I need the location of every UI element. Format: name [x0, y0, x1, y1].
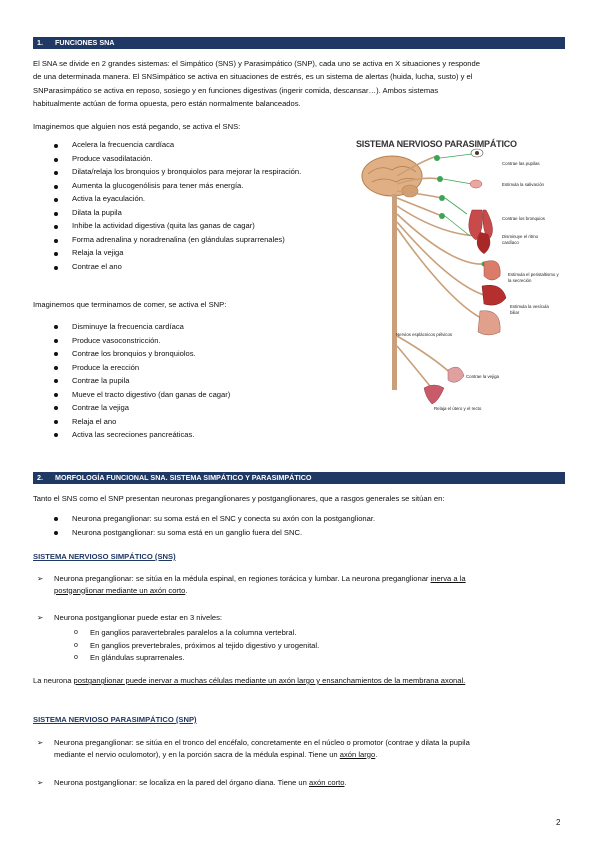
list-item: Contrae los bronquios y bronquiolos.: [54, 347, 342, 361]
circle-bullet-icon: o: [74, 629, 78, 636]
bullet-icon: [54, 406, 58, 410]
section-1-title: FUNCIONES SNA: [55, 38, 115, 47]
list-item: Relaja la vejiga: [54, 247, 342, 261]
salivary-gland-icon: [470, 180, 482, 188]
bullet-icon: [54, 144, 58, 148]
sns-lead: Imaginemos que alguien nos está pegando, se activa el SNS:: [33, 122, 241, 131]
list-item: Contrae la pupila: [54, 374, 342, 388]
snp-heading: SISTEMA NERVIOSO PARASIMPÁTICO (SNP): [33, 715, 197, 724]
spinal-cord: [392, 194, 397, 390]
bullet-icon: [54, 198, 58, 202]
section-2-title: MORFOLOGÍA FUNCIONAL SNA. SISTEMA SIMPÁTICO Y PARASIMPÁTICO: [55, 473, 312, 482]
list-item: Aumenta la glucogenólisis para tener más energía.: [54, 180, 342, 194]
list-item: o En glándulas suprarrenales.: [74, 652, 319, 665]
snp-preganglionar-item: ➢ Neurona preganglionar: se sitúa en el tronco del encéfalo, concretamente en el núcleo o promotor (contrae y dilata la pupila mediante el nervio oculomotor), y en la porción sacra de la médula espinal. Tiene un axón largo.: [37, 738, 470, 759]
list-item: Produce la erección: [54, 361, 342, 375]
liver-icon: [482, 285, 506, 305]
bullet-icon: [54, 252, 58, 256]
bullet-icon: [54, 185, 58, 189]
bullet-icon: [54, 339, 58, 343]
stomach-icon: [484, 261, 500, 280]
bullet-icon: [54, 266, 58, 270]
bullet-icon: [54, 517, 58, 521]
bullet-icon: [54, 171, 58, 175]
list-item: Activa las secreciones pancreáticas.: [54, 428, 342, 442]
parasympathetic-figure: [352, 136, 562, 418]
bullet-icon: [54, 212, 58, 216]
list-item: Disminuye la frecuencia cardíaca: [54, 320, 342, 334]
list-item: Activa la eyaculación.: [54, 193, 342, 207]
figure-label: Contrae los bronquios: [502, 216, 545, 221]
figure-label: Estimula el peristaltismo y la secreción: [508, 272, 559, 283]
figure-label: Contrae las pupilas: [502, 161, 540, 166]
figure-label: Relaja el útero y el recto: [434, 406, 482, 411]
bullet-icon: [54, 239, 58, 243]
bullet-icon: [54, 158, 58, 162]
list-item: o En ganglios prevertebrales, próximos al tejido digestivo y urogenital.: [74, 640, 319, 653]
figure-label: Disminuye el ritmo cardíaco: [502, 234, 539, 245]
arrow-bullet-icon: ➢: [37, 778, 44, 787]
bladder-icon: [448, 367, 464, 382]
circle-bullet-icon: o: [74, 654, 78, 661]
sns-heading: SISTEMA NERVIOSO SIMPÁTICO (SNS): [33, 552, 176, 561]
section-1-heading: [33, 37, 565, 49]
bullet-icon: [54, 325, 58, 329]
figure-label: Estimula la vesícula biliar: [510, 304, 549, 315]
bullet-icon: [54, 379, 58, 383]
list-item: Dilata la pupila: [54, 207, 342, 221]
bullet-icon: [54, 352, 58, 356]
uterus-icon: [424, 385, 444, 404]
list-item: o En ganglios paravertebrales paralelos a la columna vertebral.: [74, 627, 319, 640]
snp-lead: Imaginemos que terminamos de comer, se activa el SNP:: [33, 300, 227, 309]
list-item: Contrae el ano: [54, 261, 342, 275]
list-item: Contrae la vejiga: [54, 401, 342, 415]
sns-effects-list: [54, 139, 342, 274]
section-2-number: 2.: [37, 473, 43, 482]
intestine-icon: [478, 311, 500, 335]
sns-note: La neurona postganglionar puede inervar a muchas células mediante un axón largo y ensanchamientos de la membrana axonal.: [33, 676, 466, 685]
intro-line: habitualmente actúan de forma opuesta, pero están normalmente balanceados.: [33, 99, 301, 108]
list-item: Dilata/relaja los bronquios y bronquiolos para mejorar la respiración.: [54, 166, 342, 180]
list-item: Acelera la frecuencia cardíaca: [54, 139, 342, 153]
page-number: 2: [556, 818, 561, 827]
list-item: Neurona preganglionar: su soma está en el SNC y conecta su axón con la postganglionar.: [54, 512, 554, 526]
figure-label: Contrae la vejiga: [466, 374, 499, 379]
figure-label: Nervios esplácnicos pélvicos: [396, 332, 453, 337]
sns-preganglionar-item: ➢ Neurona preganglionar: se sitúa en la médula espinal, en regiones torácica y lumbar. La neurona preganglionar inerva a la postganglionar mediante un axón corto.: [37, 574, 466, 595]
intro-line: de una determinada manera. El SNSimpático se activa en situaciones de estrés, es un sistema de alertas (huida, lucha, susto) y el: [33, 72, 473, 81]
intro-line: SNParasimpático se activa en reposo, sosiego y en funciones digestivas (ingerir comida, descansar…). Ambos sistemas: [33, 86, 439, 95]
arrow-bullet-icon: ➢: [37, 613, 44, 622]
section-2-heading: [33, 472, 565, 484]
neuron-list: [54, 512, 554, 539]
section-2-intro: Tanto el SNS como el SNP presentan neuronas preganglionares y postganglionares, que a rasgos generales se sitúan en:: [33, 494, 445, 503]
list-item: Produce vasodilatación.: [54, 153, 342, 167]
figure-title: SISTEMA NERVIOSO PARASIMPÁTICO: [356, 139, 517, 149]
arrow-bullet-icon: ➢: [37, 738, 44, 747]
sns-post-levels: [74, 627, 319, 665]
list-item: Neurona postganglionar: su soma está en un ganglio fuera del SNC.: [54, 526, 554, 540]
arrow-bullet-icon: ➢: [37, 574, 44, 583]
intro-line: El SNA se divide en 2 grandes sistemas: el Simpático (SNS) y Parasimpático (SNP), cada uno se activa en X situaciones y responde: [33, 59, 480, 68]
circle-bullet-icon: o: [74, 641, 78, 649]
bullet-icon: [54, 225, 58, 229]
heart-icon: [477, 232, 490, 254]
list-item: Forma adrenalina y noradrenalina (en glándulas suprarrenales): [54, 234, 342, 248]
section-1-number: 1.: [37, 38, 43, 47]
bullet-icon: [54, 393, 58, 397]
list-item: Inhibe la actividad digestiva (quita las ganas de cagar): [54, 220, 342, 234]
bullet-icon: [54, 433, 58, 437]
list-item: Relaja el ano: [54, 415, 342, 429]
bullet-icon: [54, 531, 58, 535]
snp-postganglionar-item: ➢ Neurona postganglionar: se localiza en la pared del órgano diana. Tiene un axón corto.: [37, 778, 347, 787]
list-item: Produce vasoconstricción.: [54, 334, 342, 348]
bullet-icon: [54, 366, 58, 370]
bullet-icon: [54, 420, 58, 424]
list-item: Mueve el tracto digestivo (dan ganas de cagar): [54, 388, 342, 402]
figure-label: Estimula la salivación: [502, 182, 544, 187]
sns-postganglionar-item: ➢ Neurona postganglionar puede estar en 3 niveles:: [37, 613, 223, 622]
snp-effects-list: [54, 320, 342, 442]
